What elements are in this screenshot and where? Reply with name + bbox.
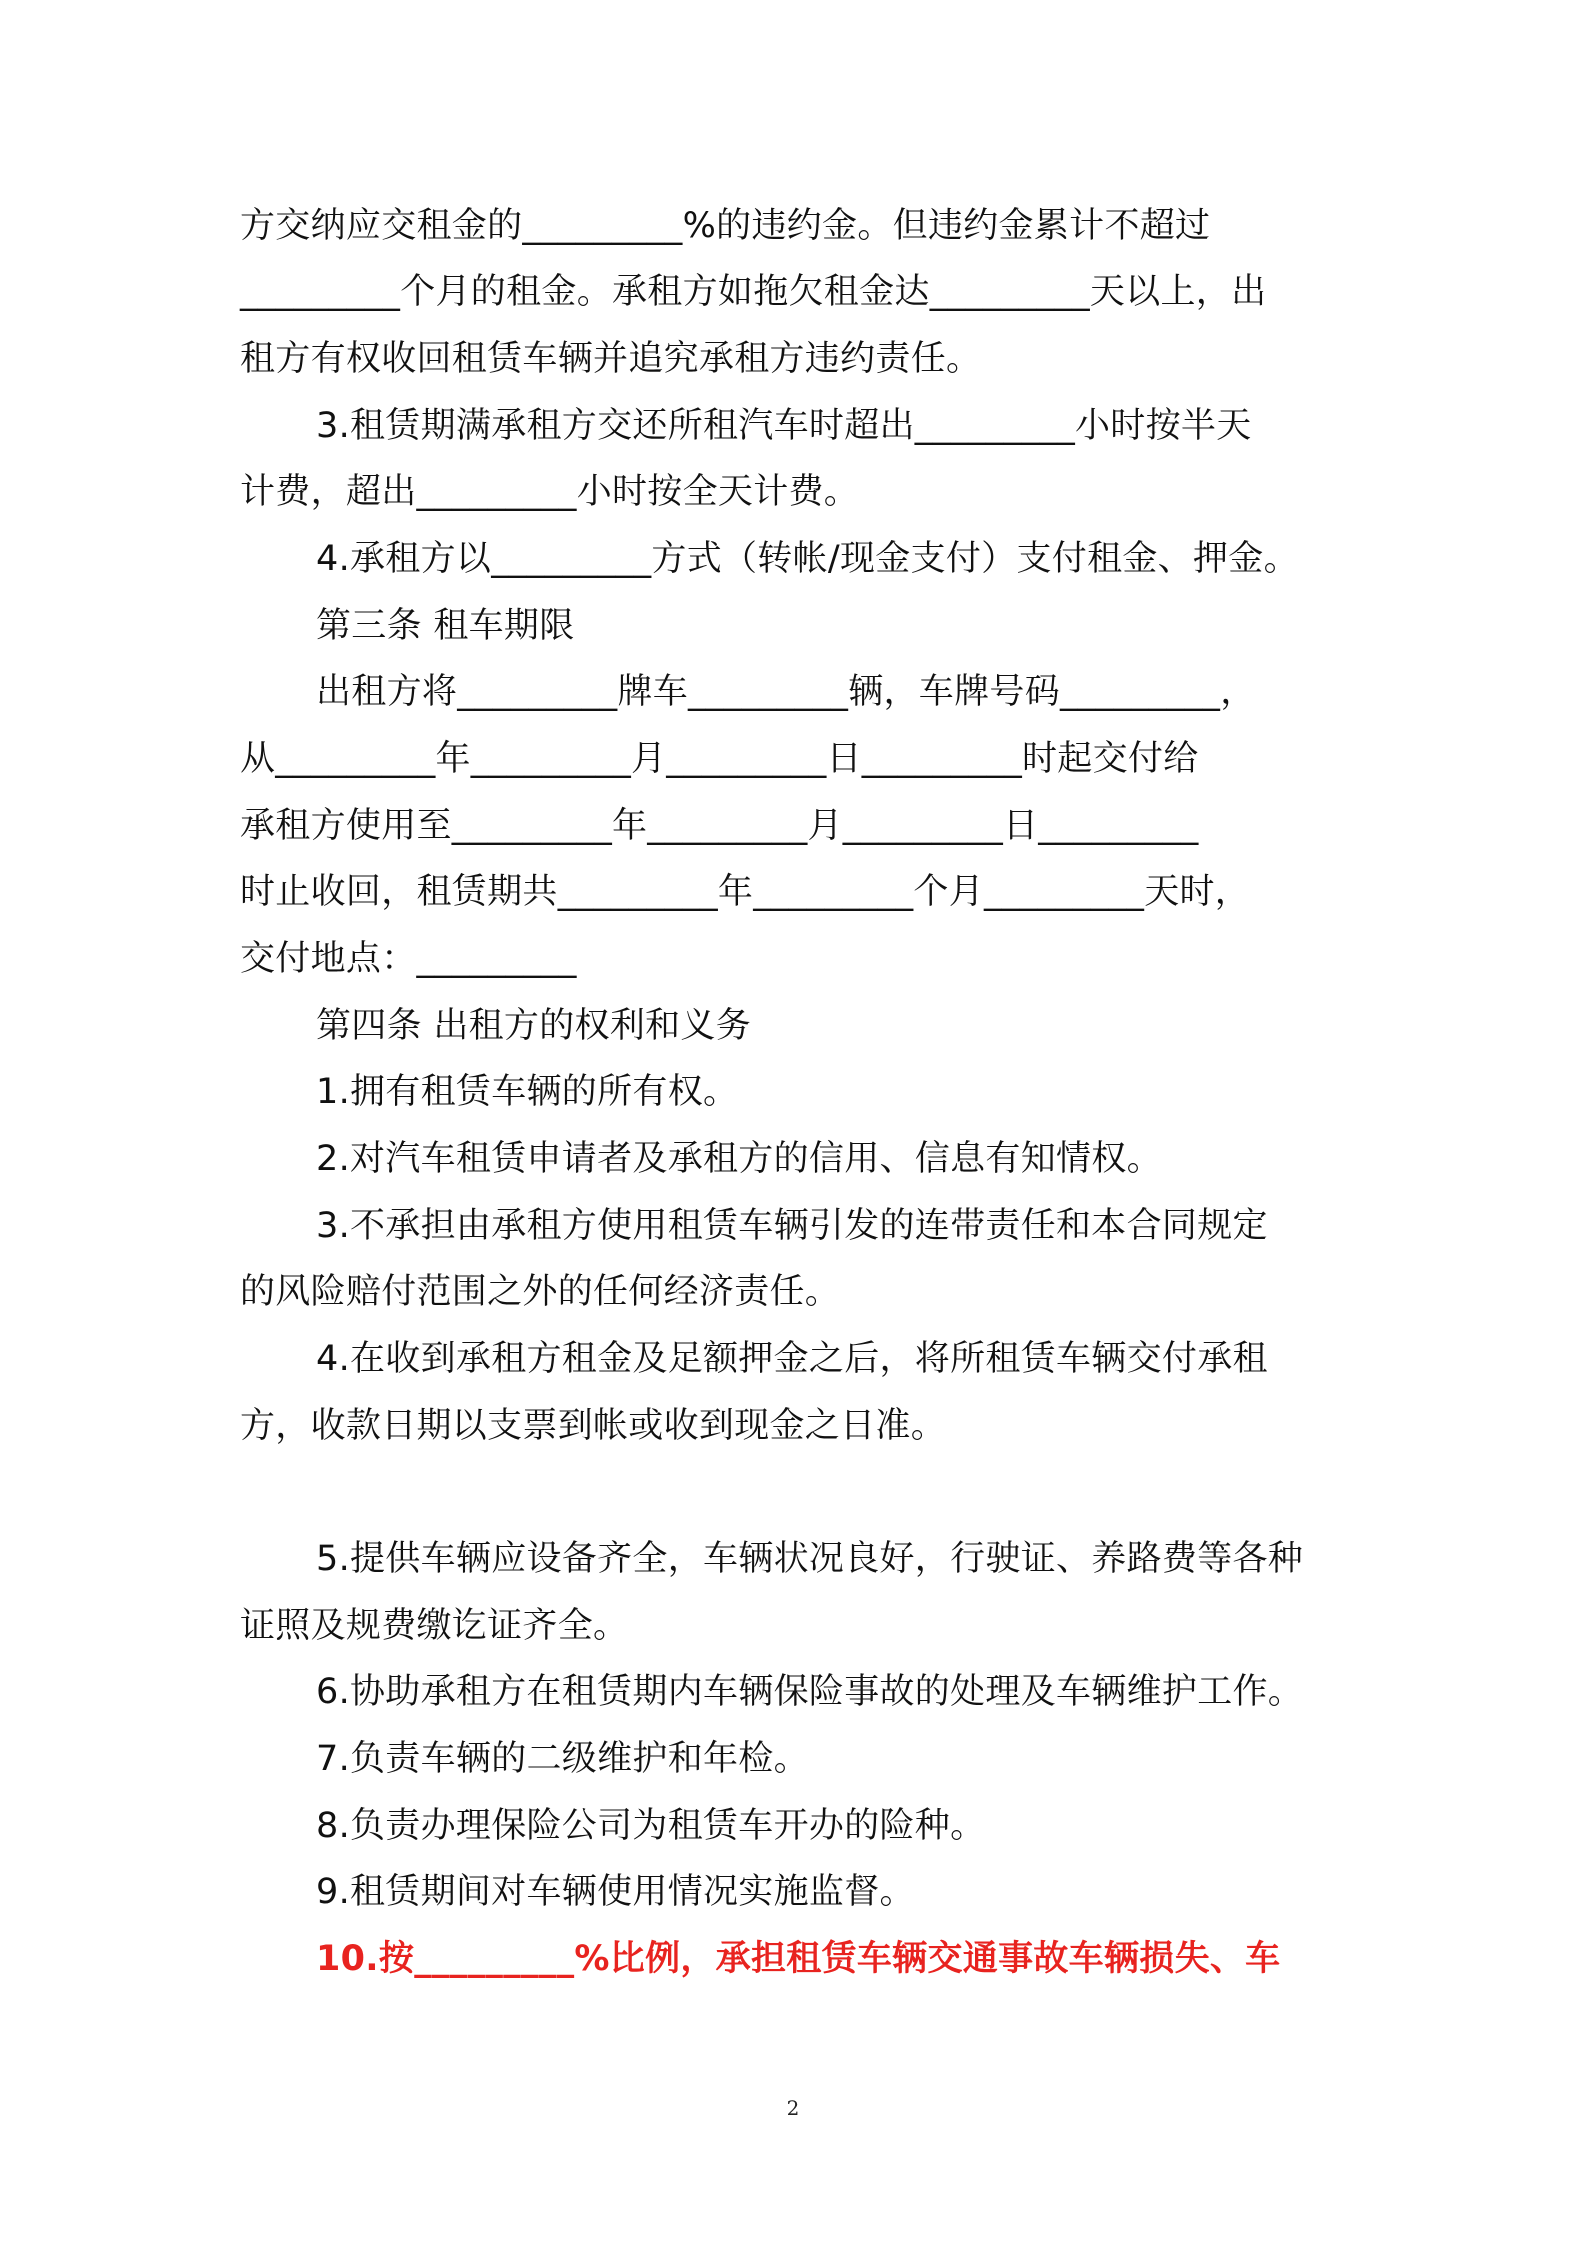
text-line: 证照及规费缴讫证齐全。 bbox=[240, 1606, 629, 1646]
text-line: 3.租赁期满承租方交还所租汽车时超出_________小时按半天 bbox=[316, 406, 1252, 446]
section-heading: 第四条 出租方的权利和义务 bbox=[316, 1006, 752, 1046]
list-item: 5.提供车辆应设备齐全，车辆状况良好，行驶证、养路费等各种 bbox=[316, 1539, 1304, 1579]
text-line: 的风险赔付范围之外的任何经济责任。 bbox=[240, 1272, 841, 1312]
list-item: 3.不承担由承租方使用租赁车辆引发的连带责任和本合同规定 bbox=[316, 1206, 1268, 1246]
text-line: 方交纳应交租金的_________%的违约金。但违约金累计不超过 bbox=[240, 206, 1211, 246]
list-item: 1.拥有租赁车辆的所有权。 bbox=[316, 1072, 739, 1112]
text-line: 方，收款日期以支票到帐或收到现金之日准。 bbox=[240, 1406, 947, 1446]
text-line: 4.承租方以_________方式（转帐/现金支付）支付租金、押金。 bbox=[316, 539, 1299, 579]
list-item: 9.租赁期间对车辆使用情况实施监督。 bbox=[316, 1872, 915, 1912]
list-item: 8.负责办理保险公司为租赁车开办的险种。 bbox=[316, 1806, 986, 1846]
text-line: 时止收回，租赁期共_________年_________个月_________天时， bbox=[240, 872, 1251, 912]
text-line: 承租方使用至_________年_________月_________日_________ bbox=[240, 806, 1199, 846]
text-line: 租方有权收回租赁车辆并追究承租方违约责任。 bbox=[240, 339, 982, 379]
list-item: 6.协助承租方在租赁期内车辆保险事故的处理及车辆维护工作。 bbox=[316, 1672, 1304, 1712]
list-item: 7.负责车辆的二级维护和年检。 bbox=[316, 1739, 809, 1779]
page-number: 2 bbox=[786, 2096, 800, 2120]
list-item: 2.对汽车租赁申请者及承租方的信用、信息有知情权。 bbox=[316, 1139, 1162, 1179]
text-line: 交付地点：_________ bbox=[240, 939, 577, 979]
section-heading: 第三条 租车期限 bbox=[316, 606, 575, 646]
text-line: 计费，超出_________小时按全天计费。 bbox=[240, 472, 860, 512]
list-item: 4.在收到承租方租金及足额押金之后，将所租赁车辆交付承租 bbox=[316, 1339, 1268, 1379]
text-line: 从_________年_________月_________日_________时起交付给 bbox=[240, 739, 1199, 779]
text-line: _________个月的租金。承租方如拖欠租金达_________天以上，出 bbox=[240, 272, 1267, 312]
highlighted-list-item: 10.按_________%比例，承担租赁车辆交通事故车辆损失、车 bbox=[316, 1939, 1281, 1979]
text-line: 出租方将_________牌车_________辆，车牌号码_________， bbox=[316, 672, 1256, 712]
